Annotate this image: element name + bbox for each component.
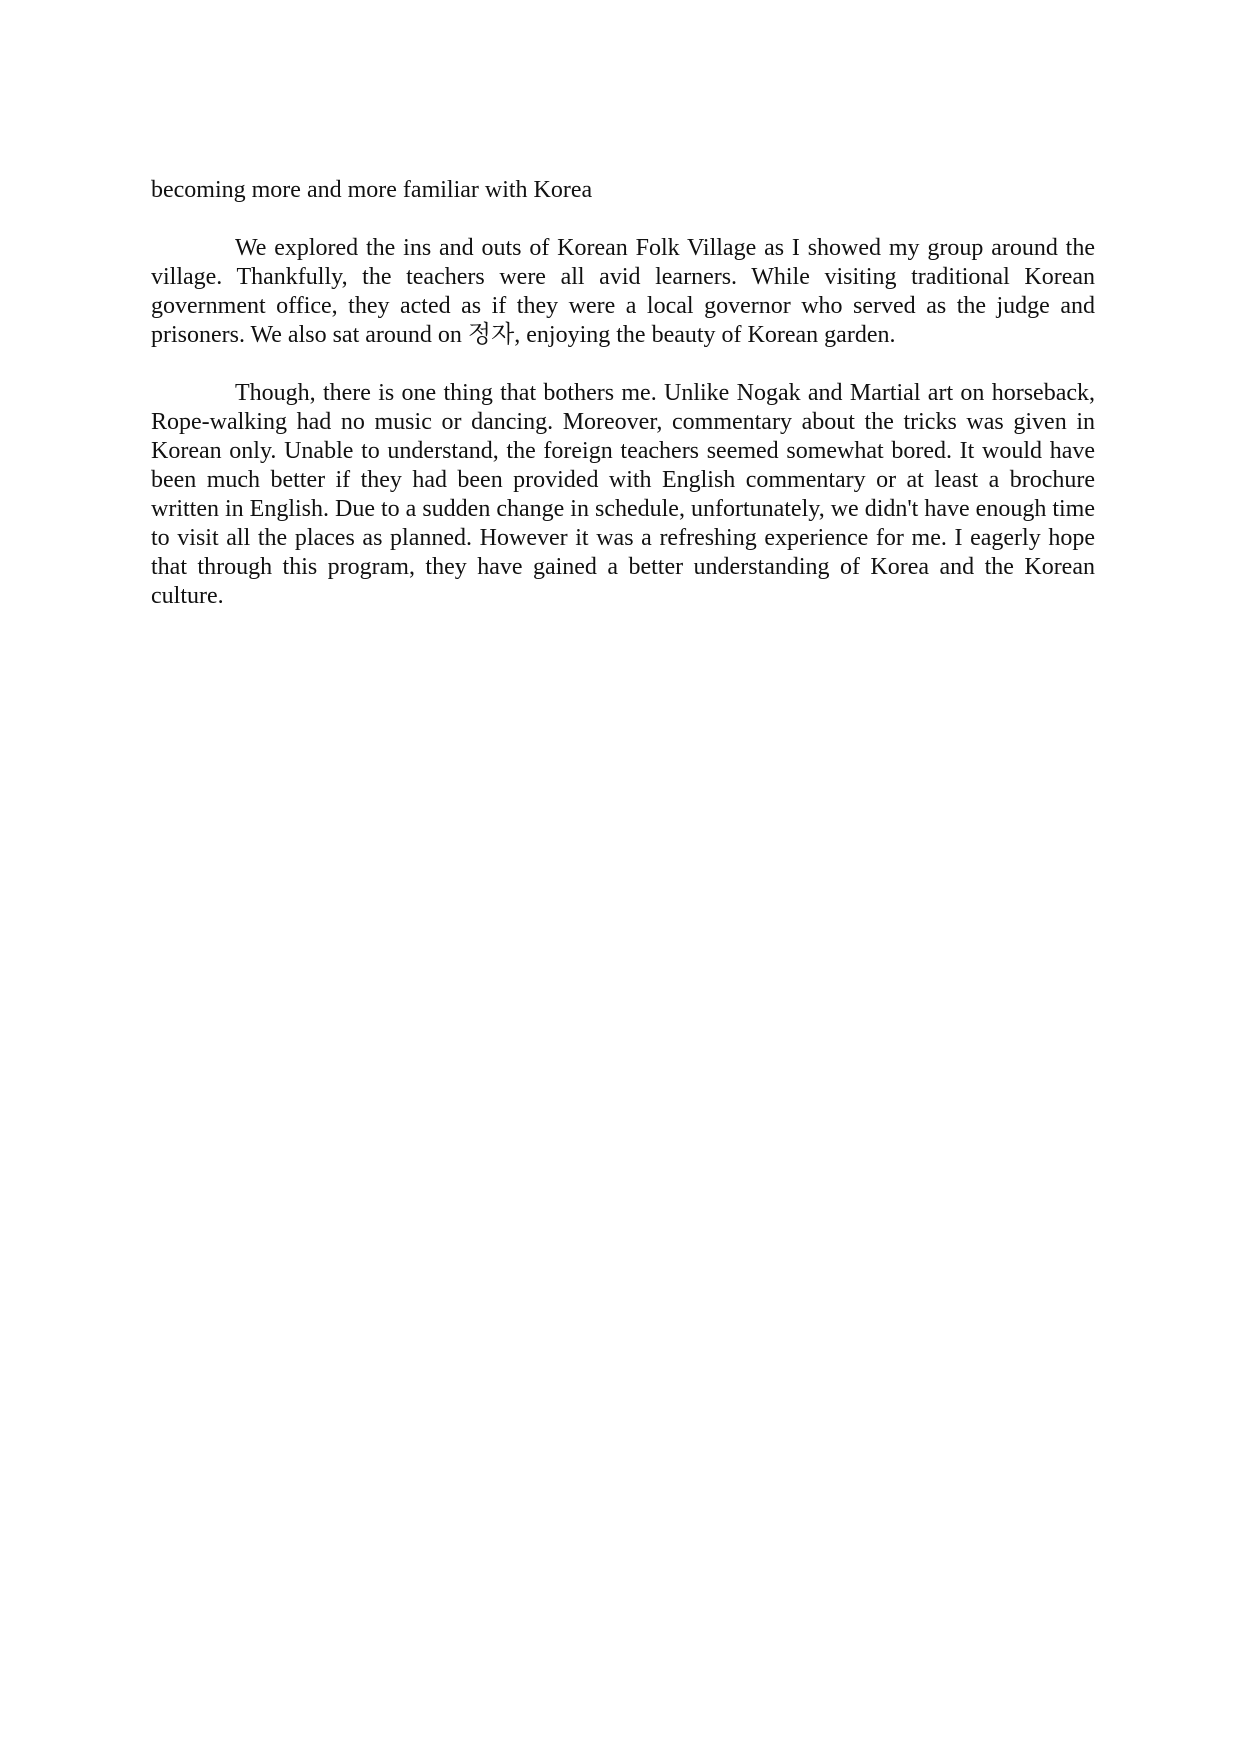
paragraph-folk-village: We explored the ins and outs of Korean Folk Village as I showed my group around the village. Thankfully, the teachers were all avid learners. While visiting traditional Korean government office, they acted as if they were a local governor who served as the judge and prisoners. We also sat around on 정자, enjoying the beauty of Korean garden. (151, 235, 1095, 348)
continued-line: becoming more and more familiar with Korea (151, 177, 593, 203)
body-text (151, 176, 1095, 640)
paragraph-reflection: Though, there is one thing that bothers me. Unlike Nogak and Martial art on horseback, Rope-walking had no music or dancing. Moreover, commentary about the tricks was given in Korean only. Unable to understand, the foreign teachers seemed somewhat bored. It would have been much better if they had been provided with English commentary or at least a brochure written in English. Due to a sudden change in schedule, unfortunately, we didn't have enough time to visit all the places as planned. However it was a refreshing experience for me. I eagerly hope that through this program, they have gained a better understanding of Korea and the Korean culture. (151, 380, 1095, 609)
